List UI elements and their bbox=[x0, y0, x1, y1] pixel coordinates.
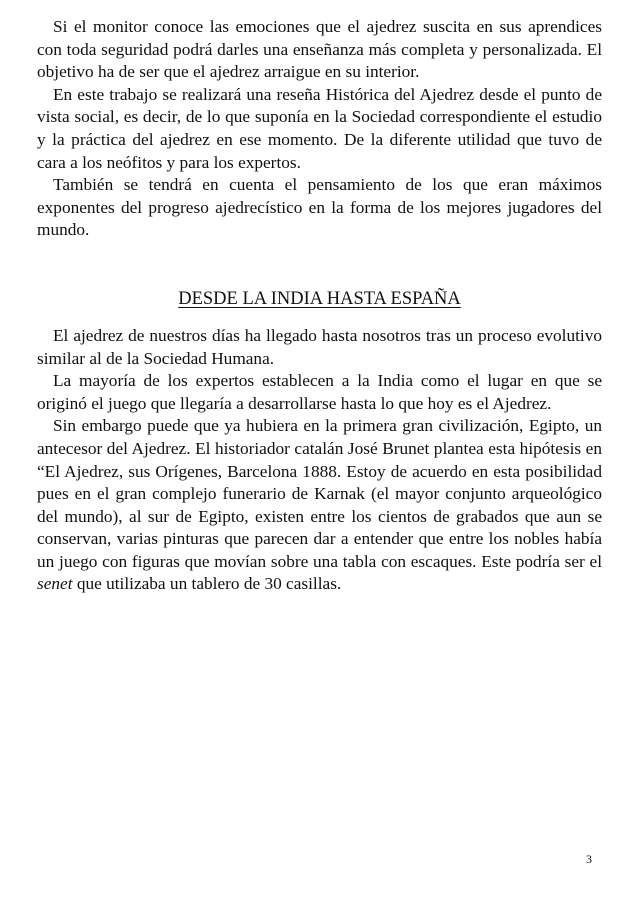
paragraph-evolution: El ajedrez de nuestros días ha llegado hasta nosotros tras un proceso evolutivo similar al de la Sociedad Humana. bbox=[37, 325, 602, 368]
senet-term: senet bbox=[37, 574, 73, 594]
paragraph-text: Sin embargo puede que ya hubiera en la primera gran civilización, Egipto, un antecesor del Ajedrez. El historiador catalán José Brunet plantea esta hipótesis en “El Ajedrez, sus Orígenes, Barcelona 1888. Estoy de acuerdo en esta posibilidad pues en el gran complejo funerario de Karnak (el mayor conjunto arqueológico del mundo), al sur de Egipto, existen entre los cientos de grabados que aun se conservan, varias pinturas que parecen dar a entender que entre los nobles había un juego con figuras que movían sobre una tabla con escaques. Este podría ser el bbox=[37, 416, 602, 571]
paragraph-text-end: que utilizaba un tablero de 30 casillas. bbox=[72, 574, 342, 594]
paragraph-india-origin: La mayoría de los expertos establecen a la India como el lugar en que se originó el juego que llegaría a desarrollarse hasta lo que hoy es el Ajedrez. bbox=[37, 371, 602, 413]
paragraph-monitor-emotions: Si el monitor conoce las emociones que el ajedrez suscita en sus aprendices con toda seguridad podrá darles una enseñanza más completa y personalizada. El objetivo ha de ser que el ajedrez arraigue en su interior. bbox=[37, 17, 602, 82]
section-heading: DESDE LA INDIA HASTA ESPAÑA bbox=[178, 288, 461, 309]
document-page bbox=[37, 16, 602, 596]
spacer bbox=[37, 242, 602, 287]
paragraph-best-players: También se tendrá en cuenta el pensamiento de los que eran máximos exponentes del progreso ajedrecístico en la forma de los mejores jugadores del mundo. bbox=[37, 175, 602, 240]
paragraph-egypt-senet bbox=[37, 415, 602, 596]
page-number: 3 bbox=[586, 852, 592, 866]
spacer bbox=[37, 311, 602, 325]
paragraph-historical-review: En este trabajo se realizará una reseña Histórica del Ajedrez desde el punto de vista social, es decir, de lo que suponía en la Sociedad correspondiente el estudio y la práctica del ajedrez en ese momento. De la diferente utilidad que tuvo de cara a los neófitos y para los expertos. bbox=[37, 84, 602, 172]
